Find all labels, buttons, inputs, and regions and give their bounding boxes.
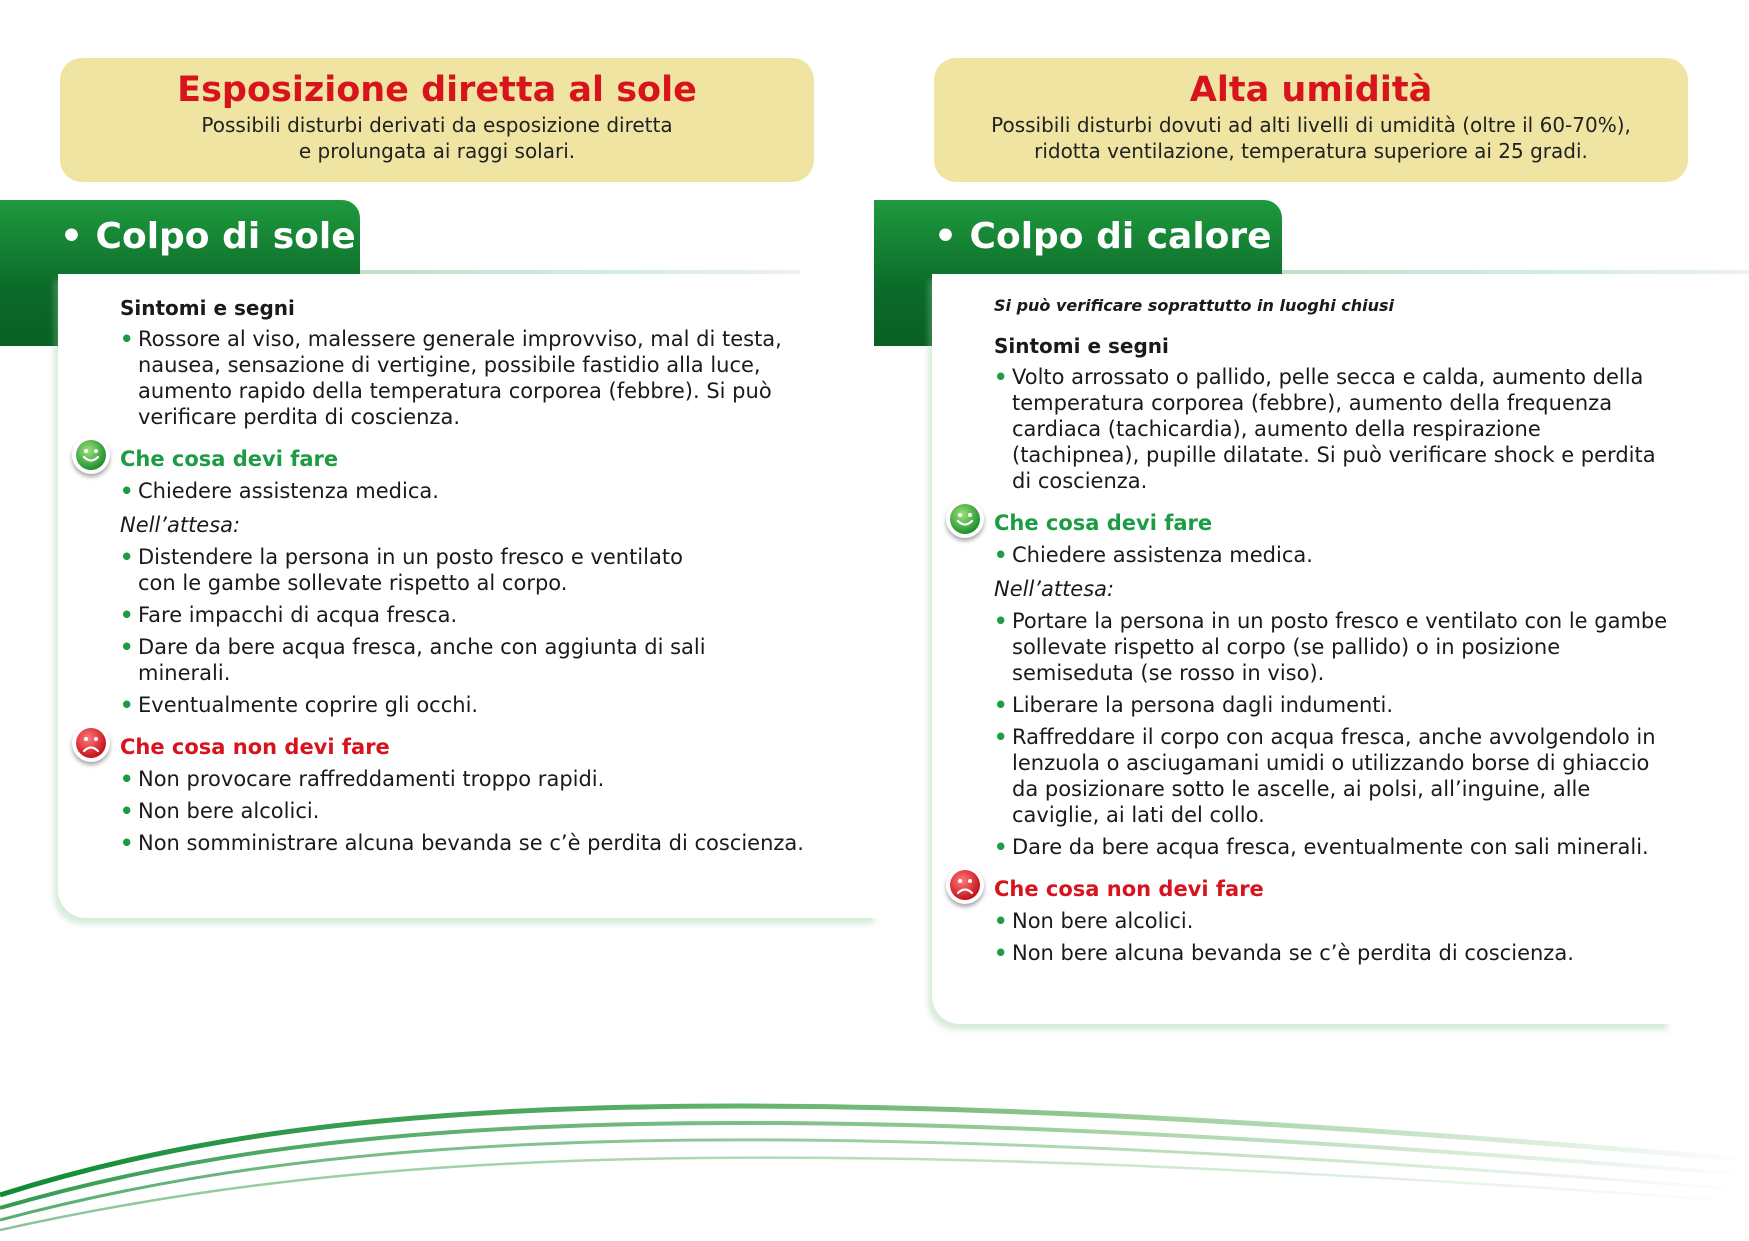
list-item: • Eventualmente coprire gli occhi. [138,692,838,718]
dont-heading-label: Che cosa non devi fare [120,735,390,759]
do-heading [120,444,878,474]
waiting-label: Nell’attesa: [120,513,241,537]
do-list [932,608,1672,860]
list-item: • Chiedere assistenza medica. [1012,542,1712,568]
do-first-list [932,542,1672,568]
list-item: • Volto arrossato o pallido, pelle secca e calda, aumento della temperatura corporea (febbre), aumento della frequenza cardiaca (tachicardia), aumento della respirazione (tachipnea), pupille dilatate. Si può verificare shock e perdita di coscienza. [1012,364,1672,494]
header-subtitle-line2: ridotta ventilazione, temperatura superiore ai 25 gradi. [1034,139,1588,163]
waiting-label: Nell’attesa: [994,577,1115,601]
do-heading [994,508,1672,538]
list-item: • Distendere la persona in un posto fresco e ventilato con le gambe sollevate rispetto al corpo. [138,544,708,596]
content-card [58,274,878,918]
list-item: • Liberare la persona dagli indumenti. [1012,692,1712,718]
list-item: • Fare impacchi di acqua fresca. [138,602,838,628]
smiley-face-icon [946,500,984,538]
list-item: • Dare da bere acqua fresca, eventualmente con sali minerali. [1012,834,1672,860]
list-item: • Raffreddare il corpo con acqua fresca, anche avvolgendolo in lenzuola o asciugamani umidi o utilizzando borse di ghiaccio da posizionare sotto le ascelle, ai polsi, all’inguine, alle caviglie, ai lati del collo. [1012,724,1672,828]
do-heading-label: Che cosa devi fare [120,447,339,471]
symptoms-title: Sintomi e segni [120,296,295,320]
header-subtitle-line1: Possibili disturbi derivati da esposizione diretta [201,113,673,137]
decorative-wave [0,1080,1749,1241]
list-item: • Portare la persona in un posto fresco e ventilato con le gambe sollevate rispetto al corpo (se pallido) o in posizione semiseduta (se rosso in viso). [1012,608,1672,686]
note: Si può verificare soprattutto in luoghi chiusi [994,296,1394,315]
right-column [874,0,1668,1050]
list-item: • Non bere alcolici. [1012,908,1712,934]
dont-heading-label: Che cosa non devi fare [994,877,1264,901]
tab-label: • Colpo di sole [60,216,356,257]
header-title: Esposizione diretta al sole [177,70,697,110]
list-item: • Non bere alcuna bevanda se c’è perdita di coscienza. [1012,940,1712,966]
list-item: • Non bere alcolici. [138,798,838,824]
do-first-list [58,478,878,504]
list-item: • Non provocare raffreddamenti troppo rapidi. [138,766,838,792]
header-box-humidity [934,58,1688,182]
dont-list [58,766,878,856]
smiley-face-icon [72,436,110,474]
symptoms-title: Sintomi e segni [994,334,1169,358]
do-list [58,544,878,718]
dont-list [932,908,1672,966]
header-subtitle-line2: e prolungata ai raggi solari. [298,139,576,163]
left-column [0,0,804,1050]
do-heading-label: Che cosa devi fare [994,511,1213,535]
tab-label: • Colpo di calore [934,216,1272,257]
sad-face-icon [72,724,110,762]
list-item: • Rossore al viso, malessere generale improvviso, mal di testa, nausea, sensazione di vertigine, possibile fastidio alla luce, aumento rapido della temperatura corporea (febbre). Si può verificare perdita di coscienza. [138,326,838,430]
symptoms-list [932,364,1672,494]
dont-heading [120,732,878,762]
dont-heading [994,874,1672,904]
header-title: Alta umidità [1189,70,1433,110]
header-box-sun [60,58,814,182]
list-item: • Non somministrare alcuna bevanda se c’è perdita di coscienza. [138,830,838,856]
header-subtitle-line1: Possibili disturbi dovuti ad alti livelli di umidità (oltre il 60-70%), [991,113,1631,137]
content-card [932,274,1672,1024]
list-item: • Chiedere assistenza medica. [138,478,838,504]
symptoms-list [58,326,878,430]
sad-face-icon [946,866,984,904]
list-item: • Dare da bere acqua fresca, anche con aggiunta di sali minerali. [138,634,738,686]
